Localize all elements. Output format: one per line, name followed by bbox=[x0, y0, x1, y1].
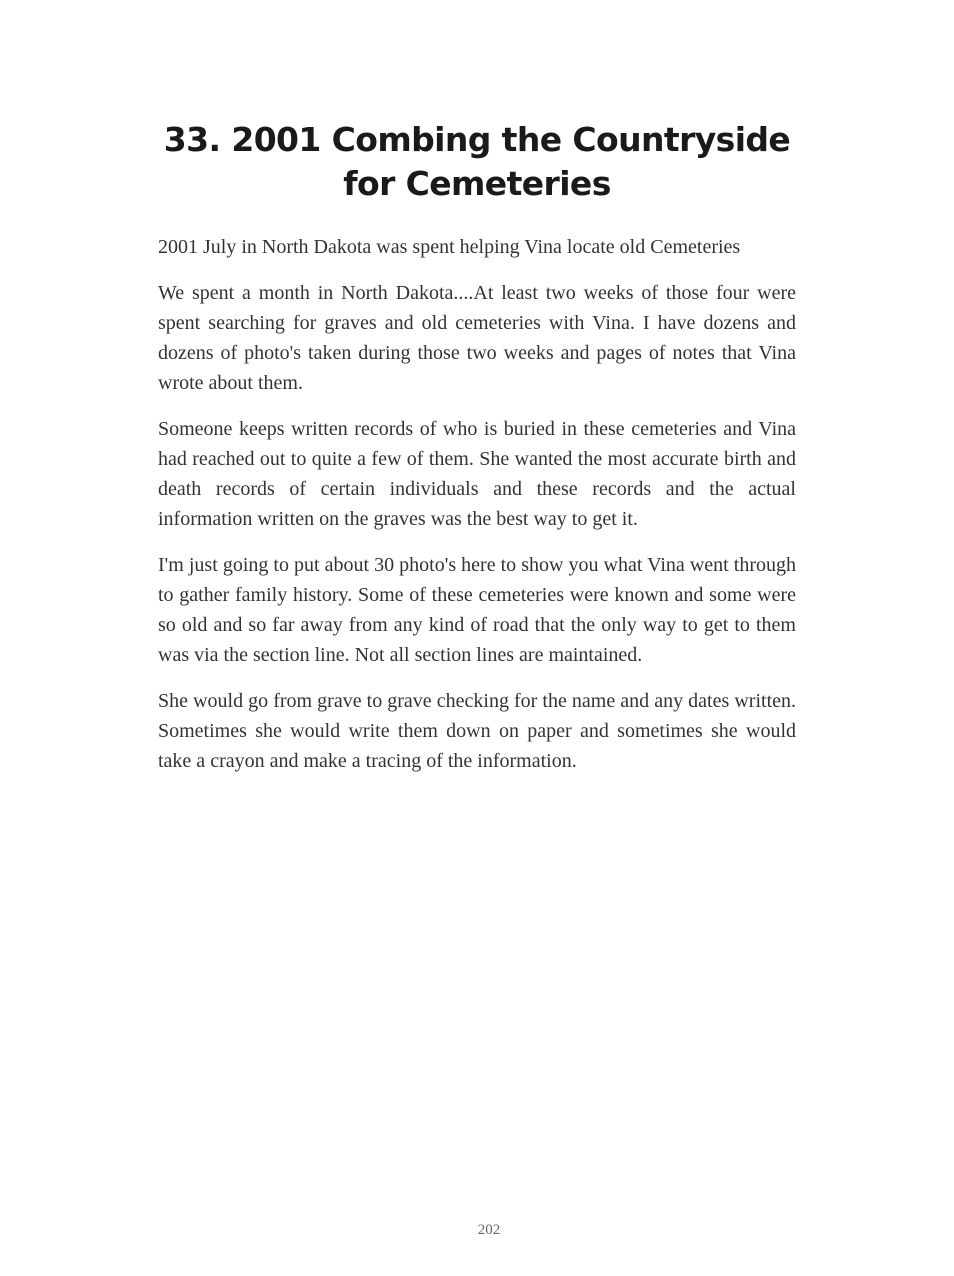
paragraph-2: We spent a month in North Dakota....At least two weeks of those four were spent searching for graves and old cemeteries with Vina. I have dozens and dozens of photo's taken during those two weeks and pages of notes that Vina wrote about them. bbox=[158, 282, 796, 394]
paragraph-1: 2001 July in North Dakota was spent helping Vina locate old Cemeteries bbox=[158, 236, 741, 258]
paragraph-3: Someone keeps written records of who is buried in these cemeteries and Vina had reached out to quite a few of them. She wanted the most accurate birth and death records of certain individuals and these records and the actual information written on the graves was the best way to get it. bbox=[158, 418, 796, 530]
paragraph-4: I'm just going to put about 30 photo's here to show you what Vina went through to gather family history. Some of these cemeteries were known and some were so old and so far away from any kind of road that the only way to get to them was via the section line. Not all section lines are maintained. bbox=[158, 554, 796, 666]
page-number: 202 bbox=[477, 1222, 501, 1238]
paragraph-5: She would go from grave to grave checking for the name and any dates written. Sometimes she would write them down on paper and sometimes she would take a crayon and make a tracing of the information. bbox=[158, 690, 796, 772]
chapter-body bbox=[158, 232, 796, 792]
chapter-title: 33. 2001 Combing the Countryside for Cemeteries bbox=[163, 120, 791, 203]
